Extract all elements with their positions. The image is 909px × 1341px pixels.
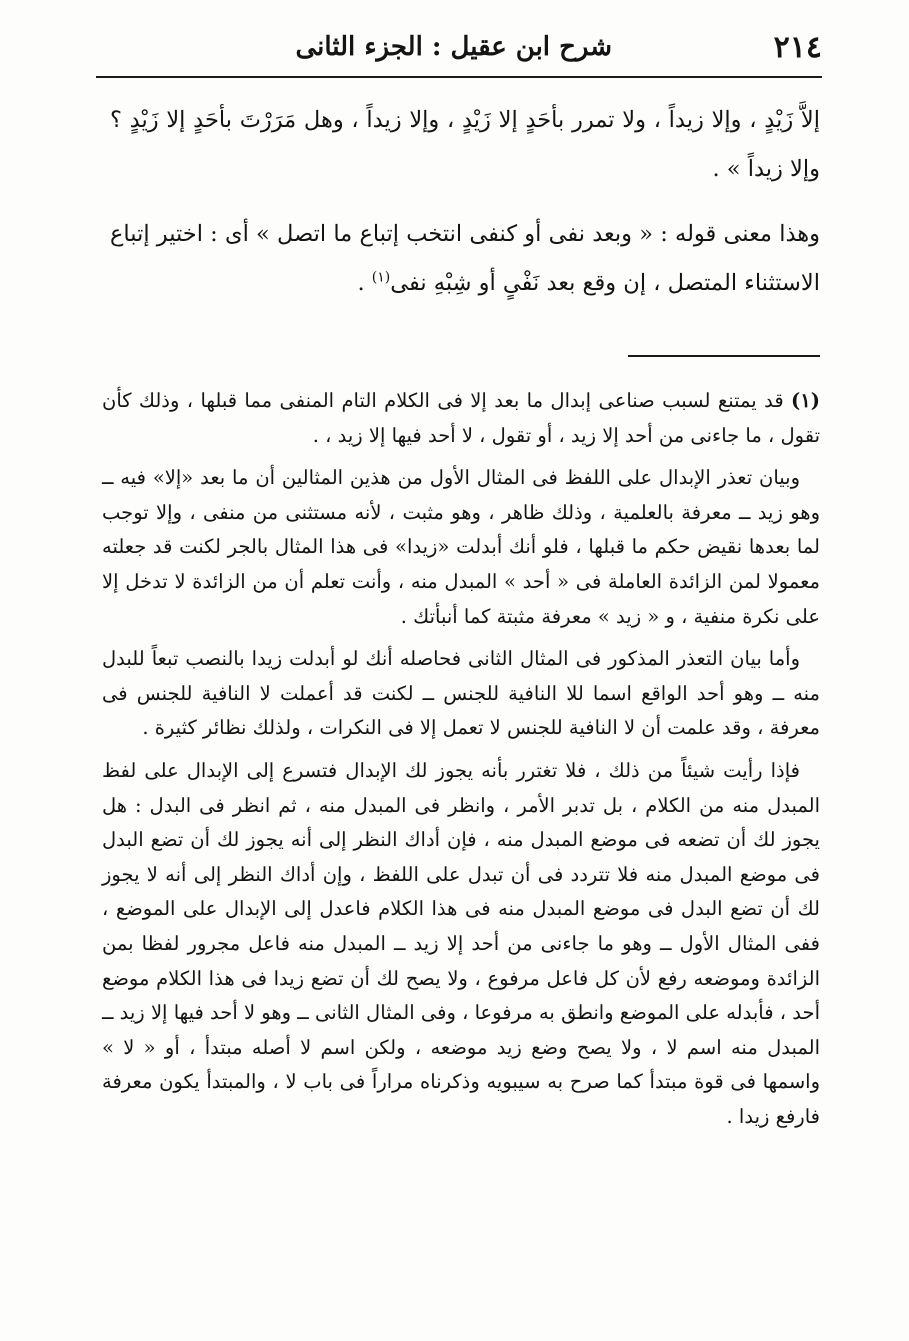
main-paragraph xyxy=(110,210,820,308)
main-paragraph-text: وهذا معنى قوله : « وبعد نفى أو كنفى انتخب إتباع ما اتصل » أى : اختير إتباع الاستثناء المتصل ، إن وقع بعد نَفْىٍ أو شِبْهِ نفى xyxy=(110,221,820,296)
main-text xyxy=(110,96,820,308)
footnote-paragraph xyxy=(102,642,820,746)
footnotes xyxy=(102,384,820,1142)
page-header xyxy=(96,24,822,72)
footnote-paragraph xyxy=(102,384,820,453)
footnote-text: قد يمتنع لسبب صناعى إبدال ما بعد إلا فى الكلام التام المنفى مما قبلها ، وذلك كأن تقول ، ما جاءنى من أحد إلا زيد ، أو تقول ، لا أحد فيها إلا زيد ، . xyxy=(102,389,820,447)
footnote-text: فإذا رأيت شيئاً من ذلك ، فلا تغترر بأنه يجوز لك الإبدال فتسرع إلى الإبدال على لفظ المبدل منه من الكلام ، بل تدبر الأمر ، وانظر فى المبدل منه ، ثم انظر فى البدل : هل يجوز لك أن تضعه فى موضع المبدل منه ، فإن أداك النظر إلى أنه يجوز لك أن تضع البدل فى موضع المبدل منه فلا تتردد فى أن تبدل على اللفظ ، وإن أداك النظر إلى أنه لا يجوز لك أن تضع البدل فى موضع المبدل منه فى هذا الكلام فاعدل إلى الإبدال على الموضع ، ففى المثال الأول ــ وهو ما جاءنى من أحد إلا زيد ــ المبدل منه فاعل مجرور لفظا بمن الزائدة وموضعه رفع لأن كل فاعل مرفوع ، ولا يصح لك أن تضع زيدا فى هذا الكلام موضع أحد ، فأبدله على الموضع وانطق به مرفوعا ، وفى المثال الثانى ــ وهو لا أحد فيها إلا زيد ــ المبدل منه اسم لا ، ولا يصح وضع زيد موضعه ، ولكن اسم لا أصله مبتدأ ، أو « لا » واسمها فى قوة مبتدأ كما صرح به سيبويه وذكرناه مراراً فى باب لا ، والمبتدأ يكون معرفة فارفع زيدا . xyxy=(102,758,820,1128)
main-paragraph xyxy=(110,96,820,194)
main-paragraph-text: إلاَّ زَيْدٍ ، وإلا زيداً ، ولا تمرر بأحَدٍ إلا زَيْدٍ ، وإلا زيداً ، وهل مَرَرْتَ بأحَدٍ إلا زَيْدٍ ؟ وإلا زيداً » . xyxy=(110,107,820,182)
footnote-text: وبيان تعذر الإبدال على اللفظ فى المثال الأول من هذين المثالين أن ما بعد «إلا» فيه ــ وهو زيد ــ معرفة بالعلمية ، وذلك ظاهر ، وهو مثبت ، لأنه مستثنى من منفى ، وإلا توجب لما بعدها نقيض حكم ما قبلها ، فلو أنك أبدلت «زيدا» فى هذا المثال بالجر لكنت قد جعلته معمولا لمن الزائدة العاملة فى « أحد » المبدل منه ، وأنت تعلم أن من الزائدة لا تدخل إلا على نكرة منفية ، و « زيد » معرفة مثبتة كما أنبأتك . xyxy=(102,466,820,628)
header-rule xyxy=(96,76,822,78)
page-number: ٢١٤ xyxy=(773,30,822,65)
main-paragraph-end: . xyxy=(357,270,372,296)
footnote-separator xyxy=(628,355,820,357)
footnote-paragraph xyxy=(102,461,820,634)
footnote-number: (١) xyxy=(791,389,820,412)
footnote-text: وأما بيان التعذر المذكور فى المثال الثانى فحاصله أنك لو أبدلت زيدا بالنصب تبعاً للبدل منه ــ وهو أحد الواقع اسما للا النافية للجنس ــ لكنت قد أعملت لا النافية للجنس فى معرفة ، وقد علمت أن لا النافية للجنس لا تعمل إلا فى النكرات ، ولذلك نظائر كثيرة . xyxy=(102,647,820,740)
running-title: شرح ابن عقيل : الجزء الثانى xyxy=(295,32,612,62)
footnote-reference: (١) xyxy=(371,269,391,286)
footnote-paragraph xyxy=(102,754,820,1135)
